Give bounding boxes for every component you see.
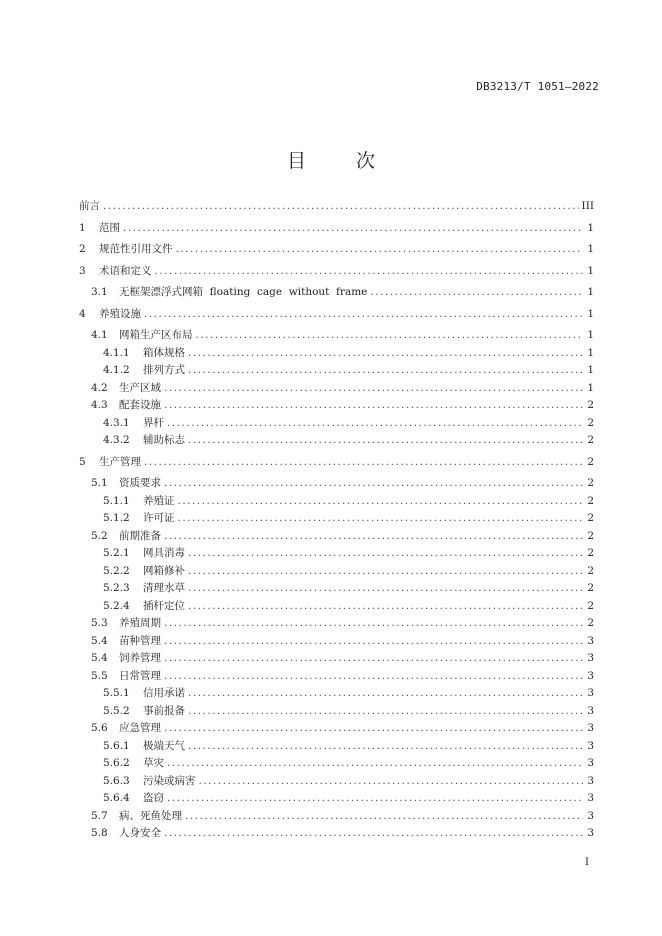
toc-entry-page: 3 [587,809,594,822]
toc-entry-page: 2 [587,477,594,489]
toc-entry-number: 5.5.1 [103,687,130,699]
toc-leader-dots [167,757,583,769]
toc-entry-number: 4 [79,307,86,320]
toc-entry[interactable] [79,615,594,631]
toc-entry[interactable] [79,703,594,719]
toc-entry-number: 5.6.3 [103,774,130,787]
toc-leader-dots [188,547,583,559]
toc-leader-dots [188,740,583,752]
toc-entry[interactable] [79,755,594,771]
toc-entry[interactable] [79,633,594,649]
toc-entry-label: 污染或病害 [143,774,196,787]
toc-entry-label: 网箱生产区布局 [119,329,193,341]
toc-entry-label: 许可证 [143,512,175,524]
toc-entry-page: 1 [587,329,594,341]
toc-leader-dots [178,495,584,507]
toc-leader-dots [188,364,583,376]
toc-entry-page: 1 [587,346,594,359]
toc-entry-page: 2 [587,582,594,594]
toc-entry-page: 2 [587,434,594,446]
title-char-1: 目 [286,150,306,172]
toc-entry-label: 网箱修补 [143,564,185,577]
toc-entry-page: III [581,200,594,212]
toc-entry-label: 规范性引用文件 [99,243,173,255]
toc-entry[interactable] [79,380,594,396]
toc-leader-dots [188,347,583,359]
toc-entry[interactable] [79,808,594,824]
toc-entry[interactable] [79,510,594,526]
toc-entry-page: 2 [587,399,594,411]
toc-leader-dots [164,617,583,629]
toc-entry-label: 无框架漂浮式网箱 floating cage without frame [119,286,368,298]
toc-entry-page: 1 [587,286,594,298]
toc-entry-label: 术语和定义 [99,264,152,277]
toc-entry-label: 极端天气 [143,739,185,752]
toc-entry-number: 5.6 [91,722,108,734]
toc-entry-label: 配套设施 [119,399,161,411]
toc-entry-number: 5.4 [91,652,108,664]
toc-entry-page: 3 [587,687,594,699]
toc-entry[interactable] [79,198,594,214]
toc-entry-page: 3 [587,774,594,787]
toc-entry-number: 4.1.2 [103,364,130,376]
toc-entry-label: 日常管理 [119,669,161,682]
toc-entry[interactable] [79,220,594,236]
toc-entry-number: 4.1 [91,329,108,341]
toc-entry-page: 2 [587,564,594,577]
toc-leader-dots [196,329,584,341]
toc-entry-number: 5.2.3 [103,582,130,594]
toc-leader-dots [103,200,579,212]
page-title [0,146,662,173]
toc-leader-dots [185,810,583,822]
toc-leader-dots [164,635,583,647]
toc-entry[interactable] [79,685,594,701]
toc-entry[interactable] [79,284,594,300]
toc-entry-page: 3 [587,827,594,839]
toc-entry[interactable] [79,493,594,509]
toc-entry-label: 生产管理 [99,455,141,468]
toc-entry-label: 人身安全 [119,827,161,839]
toc-leader-dots [188,600,583,612]
toc-entry-number: 5.8 [91,827,108,839]
toc-leader-dots [164,652,583,664]
toc-entry-label: 养殖周期 [119,617,161,629]
toc-entry-label: 前言 [79,200,100,212]
toc-leader-dots [188,687,583,699]
toc-entry-label: 界杆 [143,416,164,429]
toc-entry-page: 3 [587,634,594,647]
toc-leader-dots [123,222,583,234]
toc-leader-dots [164,827,583,839]
toc-entry-page: 2 [587,599,594,612]
toc-entry[interactable] [79,528,594,544]
toc-entry[interactable] [79,580,594,596]
toc-leader-dots [370,286,583,298]
toc-entry[interactable] [79,263,594,279]
toc-entry-label: 清理水草 [143,582,185,594]
toc-leader-dots [188,582,583,594]
toc-entry[interactable] [79,650,594,666]
toc-entry[interactable] [79,475,594,491]
toc-entry-label: 网具消毒 [143,547,185,559]
toc-leader-dots [155,265,584,277]
toc-entry-label: 饲养管理 [119,652,161,664]
toc-entry-page: 1 [587,221,594,234]
toc-entry-page: 1 [587,264,594,277]
toc-entry-number: 4.1.1 [103,346,130,359]
toc-entry[interactable] [79,345,594,361]
toc-entry-page: 3 [587,792,594,804]
title-char-2: 次 [356,150,376,172]
toc-entry[interactable] [79,432,594,448]
toc-entry-page: 3 [587,652,594,664]
toc-entry-number: 5.2 [91,529,108,542]
toc-entry-number: 4.2 [91,381,108,394]
toc-entry-number: 5 [79,455,86,468]
toc-entry-number: 5.6.1 [103,739,130,752]
toc-entry-label: 资质要求 [119,477,161,489]
toc-entry-number: 5.3 [91,617,108,629]
toc-leader-dots [167,792,583,804]
toc-entry[interactable] [79,720,594,736]
toc-entry-number: 5.2.2 [103,564,130,577]
toc-entry-number: 5.5.2 [103,704,130,717]
toc-entry-label: 应急管理 [119,722,161,734]
toc-entry[interactable] [79,241,594,257]
toc-entry-page: 2 [587,416,594,429]
toc-entry-page: 2 [587,529,594,542]
toc-entry-label: 养殖设施 [99,307,141,320]
toc-entry-number: 5.1 [91,477,108,489]
toc-entry-page: 3 [587,757,594,769]
toc-leader-dots [144,308,583,320]
toc-entry-number: 4.3 [91,399,108,411]
toc-entry-number: 5.6.4 [103,792,130,804]
toc-entry-label: 草灾 [143,757,164,769]
toc-entry-page: 2 [587,494,594,507]
toc-entry-label: 范围 [99,221,120,234]
toc-entry[interactable] [79,545,594,561]
toc-entry[interactable] [79,327,594,343]
toc-entry-label: 信用承诺 [143,687,185,699]
toc-leader-dots [199,775,584,787]
toc-entry-number: 5.1.2 [103,512,130,524]
toc-leader-dots [178,512,584,524]
toc-leader-dots [164,722,583,734]
toc-entry-label: 箱体规格 [143,346,185,359]
document-code: DB3213/T 1051—2022 [476,80,599,93]
toc-entry-number: 5.2.1 [103,547,130,559]
toc-entry[interactable] [79,415,594,431]
toc-entry[interactable] [79,598,594,614]
toc-entry-label: 生产区域 [119,381,161,394]
toc-entry-number: 3 [79,264,86,277]
toc-leader-dots [164,530,583,542]
page-number: I [585,857,589,868]
toc-entry-page: 1 [587,307,594,320]
toc-entry-number: 3.1 [91,286,108,298]
toc-entry-page: 1 [587,364,594,376]
toc-entry-page: 3 [587,722,594,734]
toc-entry-number: 5.1.1 [103,494,130,507]
toc-entry[interactable] [79,738,594,754]
toc-leader-dots [176,243,584,255]
toc-entry[interactable] [79,790,594,806]
toc-entry-page: 2 [587,512,594,524]
toc-entry-label: 辅助标志 [143,434,185,446]
toc-entry-number: 5.2.4 [103,599,130,612]
toc-entry-page: 2 [587,547,594,559]
toc-leader-dots [164,382,583,394]
toc-leader-dots [164,477,583,489]
toc-entry[interactable] [79,397,594,413]
toc-leader-dots [144,456,583,468]
toc-entry-number: 4.3.1 [103,416,130,429]
toc-entry[interactable] [79,306,594,322]
toc-entry-label: 盗窃 [143,792,164,804]
toc-entry-page: 1 [587,381,594,394]
toc-entry-page: 1 [587,243,594,255]
toc-entry[interactable] [79,668,594,684]
toc-entry-page: 2 [587,455,594,468]
toc-entry-number: 5.7 [91,809,108,822]
toc-entry[interactable] [79,773,594,789]
toc-entry-label: 插杆定位 [143,599,185,612]
toc-entry[interactable] [79,563,594,579]
toc-leader-dots [188,705,583,717]
toc-entry-label: 事前报备 [143,704,185,717]
toc-leader-dots [167,417,583,429]
toc-leader-dots [188,434,583,446]
toc-entry-label: 苗种管理 [119,634,161,647]
toc-leader-dots [188,565,583,577]
toc-entry-number: 5.4 [91,634,108,647]
toc-leader-dots [164,670,583,682]
toc-entry-page: 3 [587,739,594,752]
toc-entry-page: 2 [587,617,594,629]
toc-entry-label: 病、死鱼处理 [119,809,182,822]
toc-entry-label: 养殖证 [143,494,175,507]
toc-entry-number: 1 [79,221,86,234]
toc-entry-page: 3 [587,704,594,717]
toc-entry-number: 5.5 [91,669,108,682]
toc-entry[interactable] [79,825,594,841]
toc-entry[interactable] [79,362,594,378]
toc-entry-page: 3 [587,669,594,682]
toc-entry-label: 前期准备 [119,529,161,542]
toc-entry-number: 5.6.2 [103,757,130,769]
toc-leader-dots [164,399,583,411]
toc-entry[interactable] [79,454,594,470]
toc-entry-number: 4.3.2 [103,434,130,446]
toc-entry-label: 排列方式 [143,364,185,376]
toc-entry-number: 2 [79,243,86,255]
